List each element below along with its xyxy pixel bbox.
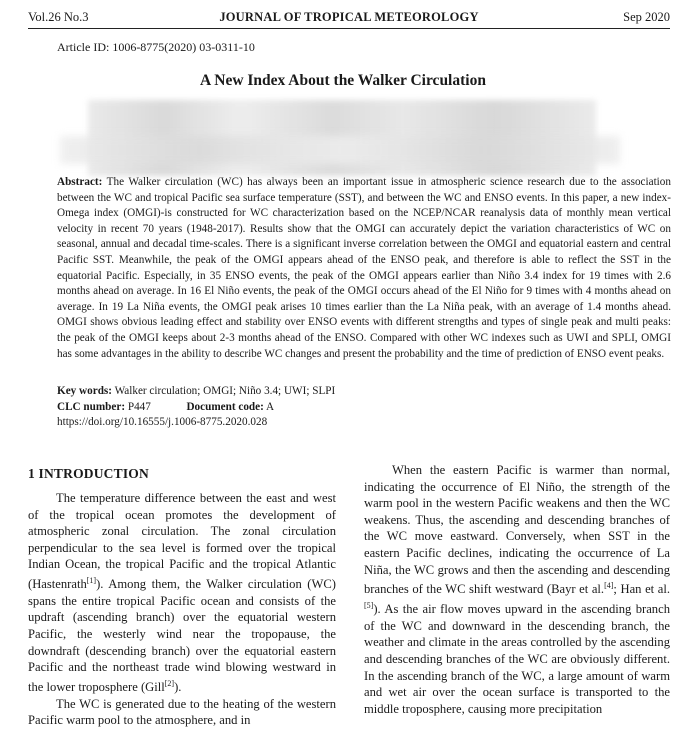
clc-label: CLC number: — [57, 400, 126, 413]
journal-name: JOURNAL OF TROPICAL METEOROLOGY — [219, 10, 479, 24]
abstract-label: Abstract: — [57, 176, 103, 188]
clc-value: P447 — [127, 400, 151, 413]
intro-paragraph-2: The WC is generated due to the heating of the western Pacific warm pool to the atmosphere, and in — [28, 696, 336, 728]
left-column — [28, 490, 336, 729]
paper-title: A New Index About the Walker Circulation — [200, 72, 486, 89]
citation-2[interactable]: [2] — [164, 678, 175, 688]
issue-date: Sep 2020 — [623, 10, 670, 24]
abstract — [57, 175, 671, 362]
keywords-text: Walker circulation; OMGI; Niño 3.4; UWI; SLPI — [114, 385, 336, 397]
doc-code-label: Document code: — [186, 400, 264, 413]
doc-code-value: A — [266, 400, 275, 413]
abstract-text: The Walker circulation (WC) has always been an important issue in atmospheric science research due to the association between the WC and tropical Pacific sea surface temperature (SST), and between the WC and ENSO events. In this paper, a new index-Omega index (OMGI)-is constructed for WC characterization based on the NCEP/NCAR reanalysis data of monthly mean vertical velocity in recent 70 years (1948-2017). Results show that the OMGI can accurately depict the variation characteristics of WC on seasonal, annual and decadal time-scales. There is a significant inverse correlation between the OMGI and equatorial eastern and central Pacific SST. Meanwhile, the peak of the OMGI appears ahead of the ENSO peak, and therefore is able to reflect the SST in the equatorial Pacific. Especially, in 35 ENSO events, the peak of the OMGI appears earlier than Niño 3.4 index for 19 times with 2.6 months ahead on average. In 16 El Niño events, the peak of the OMGI occurs ahead of the El Niño for 9 times with 4 months ahead on average. In 19 La Niña events, the OMGI peak arises 10 times earlier than the La Niña peak, with an average of 1.4 months ahead. OMGI shows obvious leading effect and stability over ENSO events with different strengths and types of single peak and multi peaks: the peak of the OMGI keeps about 2-3 months ahead of the ENSO. Compared with other WC indexes such as UWI and SPLI, OMGI has some advantages in the ability to describe WC changes and present the probability and the time of prediction of ENSO event peaks. — [57, 176, 671, 360]
intro-paragraph-3: When the eastern Pacific is warmer than normal, indicating the occurrence of El Niño, the strength of the warm pool in the western Pacific weakens and then the WC weakens. Thus, the ascending and descending branches of the WC move eastward. Conversely, when SST in the eastern Pacific declines, indicating the occurrence of La Niña, the WC grows and then the ascending and descending branches of the WC shift westward (Bayr et al.[4]; Han et al.[5]). As the air flow moves upward in the ascending branch of the WC and downward in the descending branch, the weather and climate in the areas controlled by the ascending and descending branches of the WC are obviously different. In the ascending branch of the WC, a large amount of warm and wet air over the ocean surface is transported to the middle troposphere, causing more precipitation — [364, 463, 670, 716]
citation-1[interactable]: [1] — [86, 575, 97, 585]
section-heading: 1 INTRODUCTION — [28, 466, 149, 481]
clc-doc-line — [57, 400, 335, 416]
intro-paragraph-1: The temperature difference between the east and west of the tropical ocean promotes the development of atmospheric zonal circulation. The zonal circulation perpendicular to the sea level is formed over the tropical Indian Ocean, the tropical Pacific and the tropical Atlantic (Hastenrath[1]). Among them, the Walker circulation (WC) spans the entire tropical Pacific ocean and consists of the updraft (ascending branch) over the equatorial western Pacific, the westerly wind near the tropopause, the downdraft (descending branch) over the equatorial eastern Pacific and the northeast trade wind blowing westward in the lower troposphere (Gill[2]). — [28, 491, 336, 694]
redacted-affiliations-block — [60, 136, 620, 164]
article-meta — [57, 384, 335, 431]
keywords-label: Key words: — [57, 385, 112, 397]
doi-link[interactable]: https://doi.org/10.16555/j.1006-8775.2020.028 — [57, 416, 268, 429]
volume-issue: Vol.26 No.3 — [28, 10, 89, 24]
keywords-line — [57, 384, 335, 400]
article-id: Article ID: 1006-8775(2020) 03-0311-10 — [57, 40, 255, 54]
citation-5[interactable]: [5] — [364, 600, 374, 610]
right-column — [364, 462, 670, 717]
citation-4[interactable]: [4] — [604, 581, 614, 591]
running-header — [28, 10, 670, 29]
